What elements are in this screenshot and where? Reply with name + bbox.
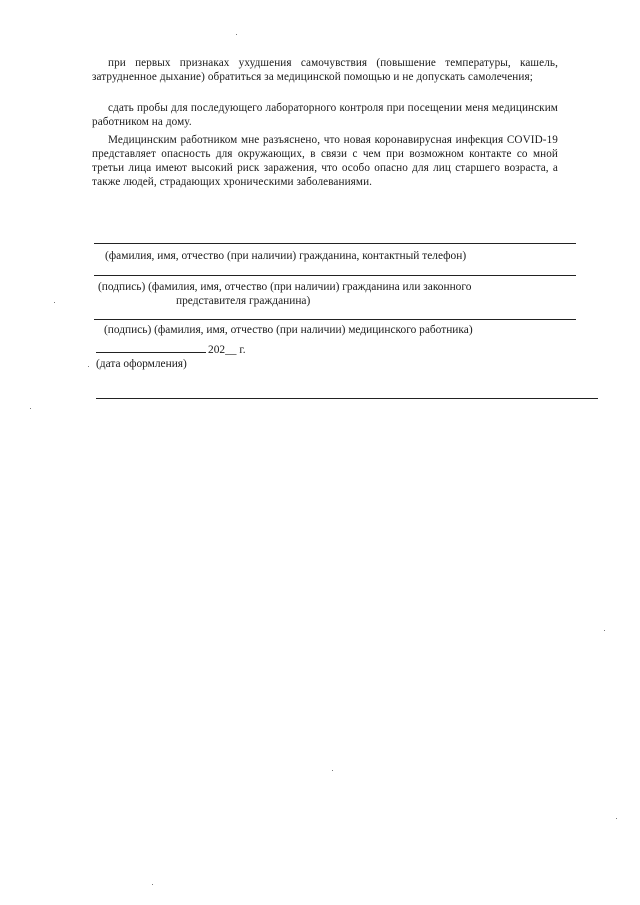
caption-citizen-signature-line1: (подпись) (фамилия, имя, отчество (при наличии) гражданина или законного: [98, 281, 472, 293]
citizen-signature-line: [94, 275, 576, 276]
scan-speck: [236, 34, 237, 35]
scan-speck: [54, 302, 55, 303]
scan-speck: [616, 818, 617, 819]
caption-citizen-name-phone: (фамилия, имя, отчество (при наличии) гражданина, контактный телефон): [105, 250, 467, 262]
medic-signature-line: [94, 319, 576, 320]
paragraph-covid-explanation: Медицинским работником мне разъяснено, что новая коронавирусная инфекция COVID-19 представляет опасность для окружающих, в связи с чем при возможном контакте со мной третьи лица имеют высокий риск заражения, что особо опасно для лиц старшего возраста, а также людей, страдающих хроническими заболеваниями.: [92, 134, 558, 188]
citizen-name-line: [94, 243, 576, 244]
paragraph-samples: сдать пробы для последующего лабораторного контроля при посещении меня медицинским работником на дому.: [92, 102, 558, 128]
scan-speck: [332, 770, 333, 771]
scan-speck: [604, 630, 605, 631]
scan-speck: [152, 884, 153, 885]
date-year: 202__ г.: [208, 344, 246, 356]
scan-speck: [30, 408, 31, 409]
bottom-rule: [96, 398, 598, 399]
date-blank-line: [96, 341, 206, 353]
paragraph-symptoms: при первых признаках ухудшения самочувствия (повышение температуры, кашель, затрудненное дыхание) обратиться за медицинской помощью и не допускать самолечения;: [92, 57, 558, 83]
scan-speck: [88, 366, 89, 367]
caption-medic-signature: (подпись) (фамилия, имя, отчество (при наличии) медицинского работника): [104, 324, 473, 336]
caption-citizen-signature-line2: представителя гражданина): [176, 295, 311, 307]
caption-date-label: (дата оформления): [96, 358, 187, 370]
date-field: [96, 341, 246, 357]
